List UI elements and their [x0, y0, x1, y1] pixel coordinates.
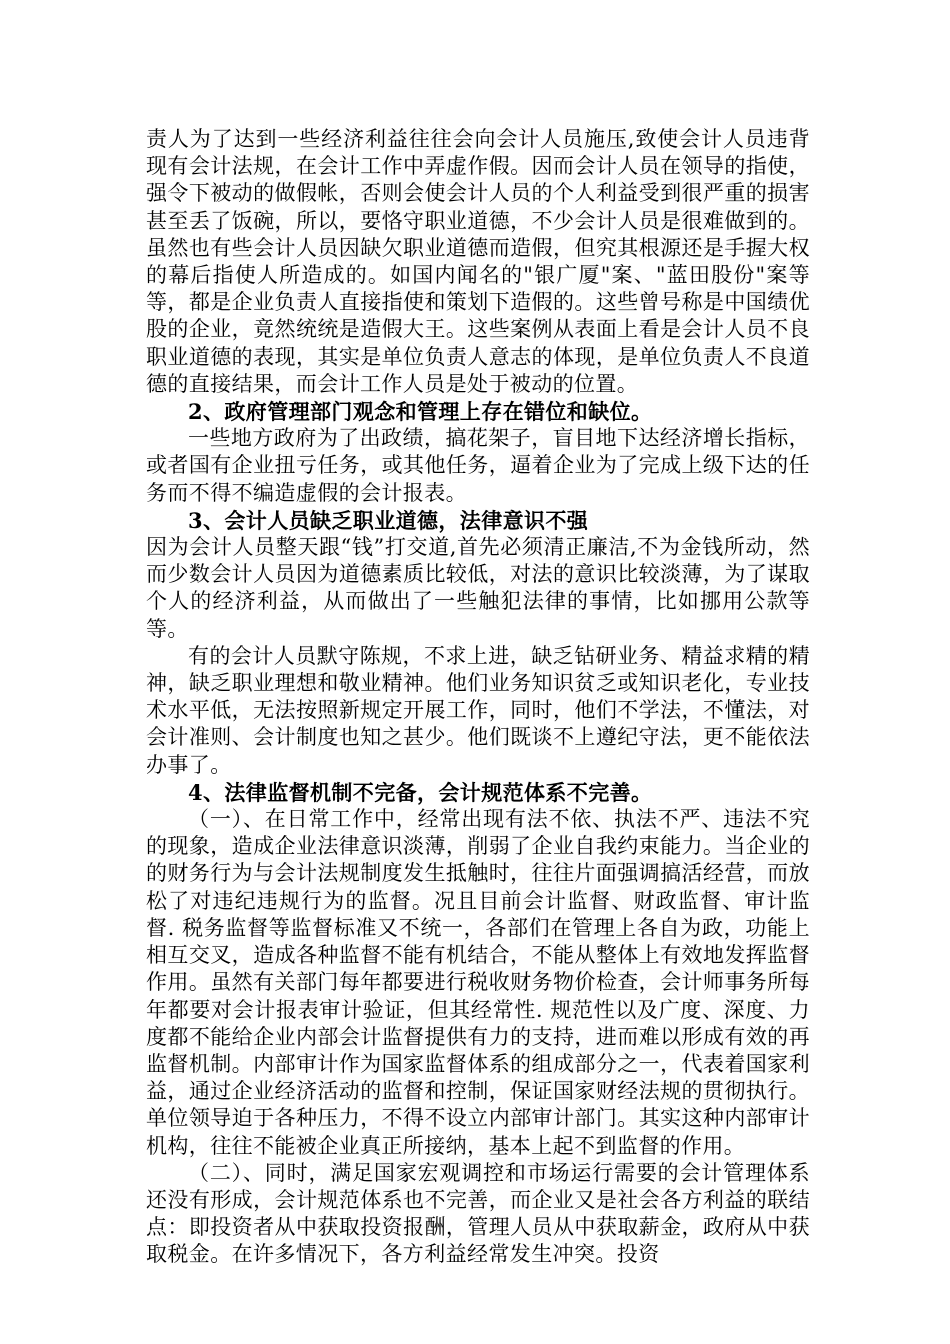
document-body — [146, 126, 810, 1269]
section-heading-4: 4、法律监督机制不完备，会计规范体系不完善。 — [188, 779, 653, 805]
section-heading-2: 2、政府管理部门观念和管理上存在错位和缺位。 — [188, 399, 653, 425]
paragraph-skills: 有的会计人员默守陈规，不求上进，缺乏钻研业务、精益求精的精神，缺乏职业理想和敬业精神。他们业务知识贫乏或知识老化，专业技术水平低，无法按照新规定开展工作，同时，他们不学法，不懂法，对会计准则、会计制度也知之甚少。他们既谈不上遵纪守法，更不能依法办事了。 — [146, 643, 810, 777]
paragraph-ethics: 因为会计人员整天跟“钱”打交道,首先必须清正廉洁,不为金钱所动，然而少数会计人员因为道德素质比较低，对法的意识比较淡薄，为了谋取个人的经济利益，从而做出了一些触犯法律的事情，比如挪用公款等等。 — [146, 535, 810, 641]
paragraph-supervision-1: （一）、在日常工作中，经常出现有法不依、执法不严、违法不究的现象，造成企业法律意识淡薄，削弱了企业自我约束能力。当企业的的财务行为与会计法规制度发生抵触时，往往片面强调搞活经营，而放松了对违纪违规行为的监督。况且目前会计监督、财政监督、审计监督. 税务监督等监督标准又不统一，各部们在管理上各自为政，功能上相互交叉，造成各种监督不能有机结合，不能从整体上有效地发挥监督作用。虽然有关部门每年都要进行税收财务物价检查，会计师事务所每年都要对会计报表审计验证，但其经常性. 规范性以及广度、深度、力度都不能给企业内部会计监督提供有力的支持，进而难以形成有效的再监督机制。内部审计作为国家监督体系的组成部分之一，代表着国家利益，通过企业经济活动的监督和控制，保证国家财经法规的贯彻执行。单位领导迫于各种压力，不得不设立内部审计部门。其实这种内部审计机构，往往不能被企业真正所接纳，基本上起不到监督的作用。 — [146, 807, 810, 1158]
paragraph-supervision-2: （二）、同时，满足国家宏观调控和市场运行需要的会计管理体系还没有形成，会计规范体系也不完善，而企业又是社会各方利益的联结点：即投资者从中获取投资报酬，管理人员从中获取薪金，政府从中获取税金。在许多情况下，各方利益经常发生冲突。投资 — [146, 1160, 810, 1267]
paragraph-intro: 责人为了达到一些经济利益往往会向会计人员施压,致使会计人员违背现有会计法规，在会计工作中弄虚作假。因而会计人员在领导的指使，强令下被动的做假帐，否则会使会计人员的个人利益受到很严重的损害甚至丢了饭碗，所以，要恪守职业道德，不少会计人员是很难做到的。虽然也有些会计人员因缺欠职业道德而造假，但究其根源还是手握大权的幕后指使人所造成的。如国内闻名的"银广厦"案、"蓝田股份"案等等，都是企业负责人直接指使和策划下造假的。这些曾号称是中国绩优股的企业，竟然统统是造假大王。这些案例从表面上看是会计人员不良职业道德的表现，其实是单位负责人意志的体现，是单位负责人不良道德的直接结果，而会计工作人员是处于被动的位置。 — [146, 127, 810, 396]
paragraph-government: 一些地方政府为了出政绩，搞花架子，盲目地下达经济增长指标，或者国有企业扭亏任务，或其他任务，逼着企业为了完成上级下达的任务而不得不编造虚假的会计报表。 — [146, 426, 810, 505]
section-heading-3: 3、会计人员缺乏职业道德，法律意识不强 — [188, 507, 589, 533]
